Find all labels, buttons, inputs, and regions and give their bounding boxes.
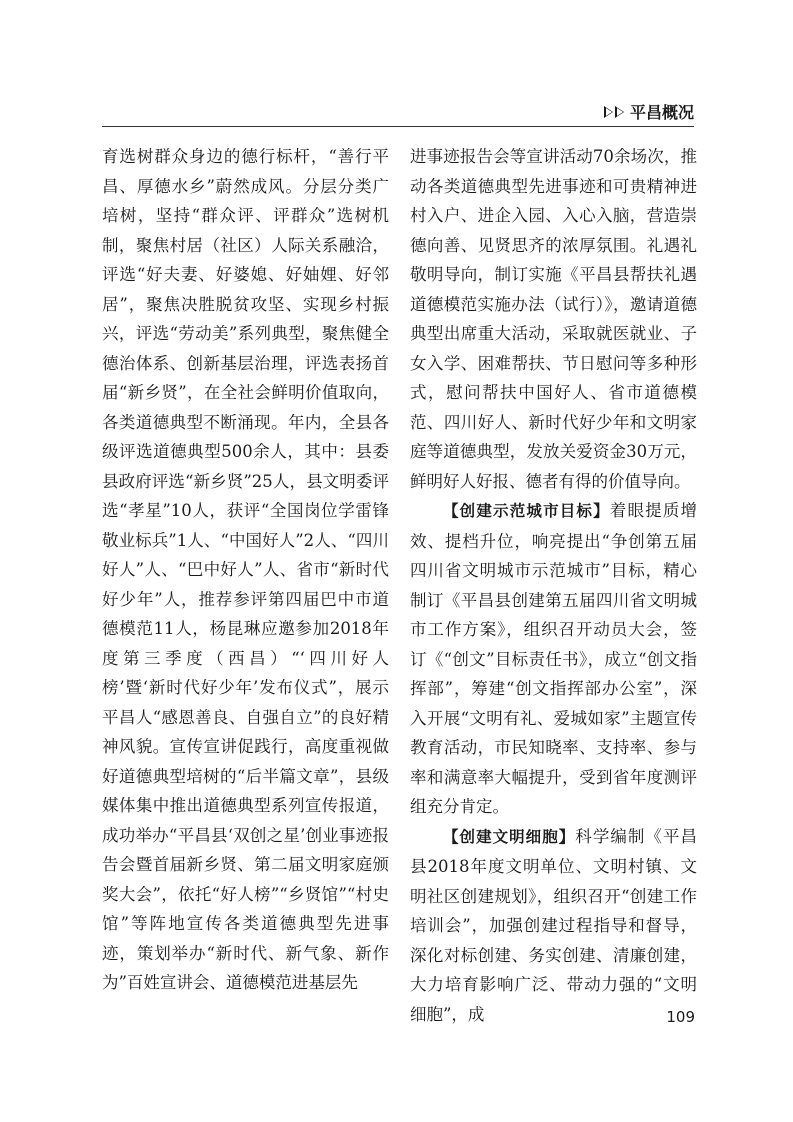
left-column [102,142,389,998]
left-column-text: 育选树群众身边的德行标杆，“善行平昌、厚德水乡”蔚然成风。分层分类广培树，坚持“群众评、评群众”选树机制，聚焦村居（社区）人际关系融洽，评选“好夫妻、好婆媳、好妯娌、好邻居”，聚焦决胜脱贫攻坚、实现乡村振兴，评选“劳动美”系列典型，聚焦健全德治体系、创新基层治理，评选表扬首届“新乡贤”，在全社会鲜明价值取向，各类道德典型不断涌现。年内，全县各级评选道德典型500余人，其中：县委县政府评选“新乡贤”25人，县文明委评选“孝星”10人，获评“全国岗位学雷锋敬业标兵”1人、“中国好人”2人、“四川好人”人、“巴中好人”人、省市“新时代好少年”人，推荐参评第四届巴中市道德模范11人，杨昆琳应邀参加2018年度第三季度（西昌）“‘四川好人榜’暨‘新时代好少年’发布仪式”，展示平昌人“感恩善良、自强自立”的良好精神风貌。宣传宣讲促践行，高度重视做好道德典型培树的“后半篇文章”，县级媒体集中推出道德典型系列宣传报道，成功举办“平昌县‘双创之星’创业事迹报告会暨首届新乡贤、第二届文明家庭颁奖大会”，依托“好人榜”“乡贤馆”“村史馆”等阵地宣传各类道德典型先进事迹，策划举办“新时代、新气象、新作为”百姓宣讲会、道德模范进基层先 [102,147,389,992]
running-header [102,98,694,127]
paragraph-body: 着眼提质增效、提档升位，响亮提出“争创第五届四川省文明城市示范城市”目标，精心制订《平昌县创建第五届四川省文明城市工作方案》，组织召开动员大会，签订《“创文”目标责任书》，成立“创文指挥部”，筹建“创文指挥部办公室”，深入开展“文明有礼、爱城如家”主题宣传教育活动，市民知晓率、支持率、参与率和满意率大幅提升，受到省年度测评组充分肯定。 [410,501,697,816]
right-paragraph-3 [410,822,697,1030]
right-paragraph-2 [410,496,697,822]
paragraph-heading: 【创建示范城市目标】 [443,502,610,520]
page-number: 109 [666,1008,695,1026]
right-column [410,142,697,1029]
header-section-label [604,100,694,123]
paragraph-heading: 【创建文明细胞】 [443,827,576,846]
triangle-icon [604,106,613,118]
right-paragraph-1: 进事迹报告会等宣讲活动70余场次，推动各类道德典型先进事迹和可贵精神进村入户、进企入园、入心入脑，营造崇德向善、见贤思齐的浓厚氛围。礼遇礼敬明导向，制订实施《平昌县帮扶礼遇道德模范实施办法（试行）》，邀请道德典型出席重大活动，采取就医就业、子女入学、困难帮扶、节日慰问等多种形式，慰问帮扶中国好人、省市道德模范、四川好人、新时代好少年和文明家庭等道德典型，发放关爱资金30万元，鲜明好人好报、德者有得的价值导向。 [410,147,697,491]
section-title: 平昌概况 [629,103,694,122]
paragraph-body: 科学编制《平昌县2018年度文明单位、文明村镇、文明社区创建规划》，组织召开“创建工作培训会”，加强创建过程指导和督导，深化对标创建、务实创建、清廉创建，大力培育影响广泛、带动力强的“文明细胞”，成 [410,826,697,1024]
triangle-icon [615,106,624,118]
